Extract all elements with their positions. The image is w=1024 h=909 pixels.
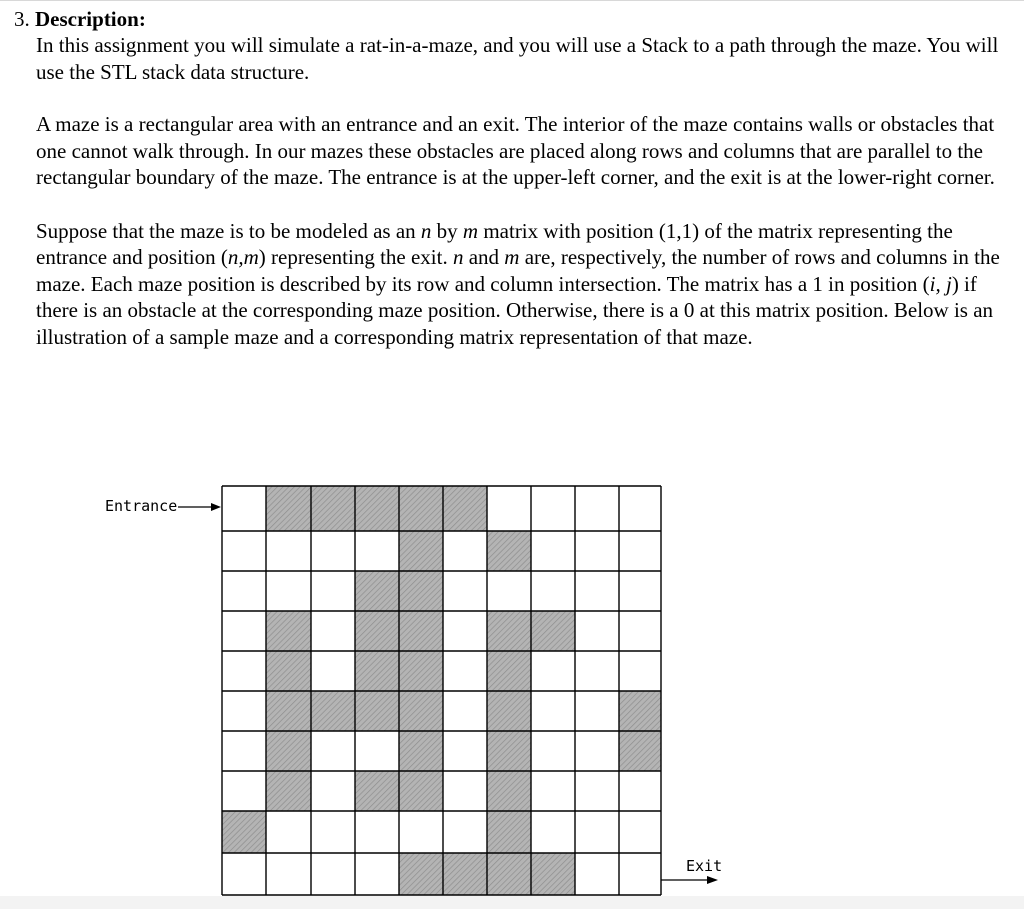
maze-wall-cell xyxy=(399,771,443,811)
maze-open-cell xyxy=(311,811,355,853)
maze-wall-cell xyxy=(399,611,443,651)
maze-wall-cell xyxy=(222,811,266,853)
description-section xyxy=(14,6,1004,350)
maze-wall-cell xyxy=(355,651,399,691)
maze-open-cell xyxy=(222,771,266,811)
maze-open-cell xyxy=(487,571,531,611)
maze-open-cell xyxy=(311,611,355,651)
maze-wall-cell xyxy=(487,853,531,895)
maze-open-cell xyxy=(266,811,311,853)
maze-open-cell xyxy=(531,531,575,571)
maze-wall-cell xyxy=(399,486,443,531)
section-number: 3. xyxy=(14,7,30,31)
maze-wall-cell xyxy=(487,611,531,651)
maze-open-cell xyxy=(355,853,399,895)
paragraph-matrix-model: Suppose that the maze is to be modeled as an n by m matrix with position (1,1) of the matrix representing the entrance and position (n,m) representing the exit. n and m are, respectively, the number of rows and columns in the maze. Each maze position is described by its row and column intersection. The matrix has a 1 in position (i, j) if there is an obstacle at the corresponding maze position. Otherwise, there is a 0 at this matrix position. Below is an illustration of a sample maze and a corresponding matrix representation of that maze. xyxy=(36,218,1000,349)
maze-wall-cell xyxy=(443,853,487,895)
maze-open-cell xyxy=(575,531,619,571)
entrance-label: Entrance xyxy=(105,497,178,515)
top-border xyxy=(0,0,1024,1)
maze-open-cell xyxy=(575,811,619,853)
maze-open-cell xyxy=(355,531,399,571)
maze-open-cell xyxy=(311,853,355,895)
maze-wall-cell xyxy=(355,771,399,811)
maze-open-cell xyxy=(222,486,266,531)
maze-open-cell xyxy=(311,531,355,571)
maze-wall-cell xyxy=(311,486,355,531)
maze-open-cell xyxy=(222,691,266,731)
maze-open-cell xyxy=(443,571,487,611)
maze-open-cell xyxy=(619,651,661,691)
maze-open-cell xyxy=(443,731,487,771)
maze-wall-cell xyxy=(266,691,311,731)
maze-wall-cell xyxy=(487,731,531,771)
maze-open-cell xyxy=(443,691,487,731)
maze-open-cell xyxy=(443,771,487,811)
maze-open-cell xyxy=(222,853,266,895)
maze-open-cell xyxy=(575,571,619,611)
maze-wall-cell xyxy=(487,771,531,811)
maze-wall-cell xyxy=(266,486,311,531)
exit-arrow-head xyxy=(707,876,718,884)
maze-wall-cell xyxy=(487,651,531,691)
maze-open-cell xyxy=(531,811,575,853)
maze-wall-cell xyxy=(399,571,443,611)
maze-wall-cell xyxy=(487,691,531,731)
maze-open-cell xyxy=(443,611,487,651)
maze-wall-cell xyxy=(266,731,311,771)
maze-open-cell xyxy=(575,486,619,531)
maze-open-cell xyxy=(266,531,311,571)
maze-wall-cell xyxy=(266,651,311,691)
maze-open-cell xyxy=(619,571,661,611)
maze-wall-cell xyxy=(619,691,661,731)
maze-open-cell xyxy=(619,811,661,853)
maze-open-cell xyxy=(266,571,311,611)
maze-open-cell xyxy=(487,486,531,531)
maze-open-cell xyxy=(575,651,619,691)
maze-open-cell xyxy=(575,771,619,811)
maze-open-cell xyxy=(399,811,443,853)
maze-open-cell xyxy=(222,531,266,571)
maze-open-cell xyxy=(266,853,311,895)
maze-wall-cell xyxy=(399,651,443,691)
maze-open-cell xyxy=(443,811,487,853)
maze-wall-cell xyxy=(619,731,661,771)
maze-wall-cell xyxy=(311,691,355,731)
maze-wall-cell xyxy=(266,611,311,651)
maze-open-cell xyxy=(222,571,266,611)
maze-open-cell xyxy=(311,731,355,771)
maze-open-cell xyxy=(311,571,355,611)
maze-open-cell xyxy=(575,691,619,731)
maze-open-cell xyxy=(531,486,575,531)
maze-open-cell xyxy=(619,771,661,811)
maze-wall-cell xyxy=(355,486,399,531)
maze-open-cell xyxy=(575,853,619,895)
maze-wall-cell xyxy=(487,811,531,853)
maze-wall-cell xyxy=(355,691,399,731)
maze-open-cell xyxy=(311,771,355,811)
maze-open-cell xyxy=(443,651,487,691)
maze-wall-cell xyxy=(443,486,487,531)
maze-wall-cell xyxy=(531,853,575,895)
maze-open-cell xyxy=(619,611,661,651)
maze-open-cell xyxy=(619,853,661,895)
entrance-arrow-head xyxy=(211,503,221,511)
paragraph-intro: In this assignment you will simulate a rat-in-a-maze, and you will use a Stack to a path through the maze. You will use the STL stack data structure. xyxy=(36,33,999,84)
maze-wall-cell xyxy=(487,531,531,571)
paragraph-maze-definition: A maze is a rectangular area with an entrance and an exit. The interior of the maze contains walls or obstacles that one cannot walk through. In our mazes these obstacles are placed along rows and columns that are parallel to the rectangular boundary of the maze. The entrance is at the upper-left corner, and the exit is at the lower-right corner. xyxy=(36,112,995,189)
maze-open-cell xyxy=(531,571,575,611)
maze-wall-cell xyxy=(399,731,443,771)
maze-open-cell xyxy=(222,611,266,651)
maze-open-cell xyxy=(531,651,575,691)
maze-open-cell xyxy=(222,731,266,771)
section-heading xyxy=(14,6,1004,32)
maze-open-cell xyxy=(575,611,619,651)
maze-wall-cell xyxy=(266,771,311,811)
section-title: Description: xyxy=(35,7,146,31)
maze-wall-cell xyxy=(355,611,399,651)
maze-open-cell xyxy=(531,731,575,771)
maze-wall-cell xyxy=(399,531,443,571)
maze-open-cell xyxy=(222,651,266,691)
maze-open-cell xyxy=(311,651,355,691)
maze-open-cell xyxy=(619,486,661,531)
maze-open-cell xyxy=(355,811,399,853)
exit-label: Exit xyxy=(686,857,723,875)
maze-wall-cell xyxy=(531,611,575,651)
maze-open-cell xyxy=(531,771,575,811)
maze-open-cell xyxy=(619,531,661,571)
maze-open-cell xyxy=(575,731,619,771)
bottom-strip xyxy=(0,896,1024,909)
maze-open-cell xyxy=(443,531,487,571)
maze-open-cell xyxy=(531,691,575,731)
maze-wall-cell xyxy=(399,853,443,895)
maze-wall-cell xyxy=(399,691,443,731)
maze-open-cell xyxy=(355,731,399,771)
maze-wall-cell xyxy=(355,571,399,611)
